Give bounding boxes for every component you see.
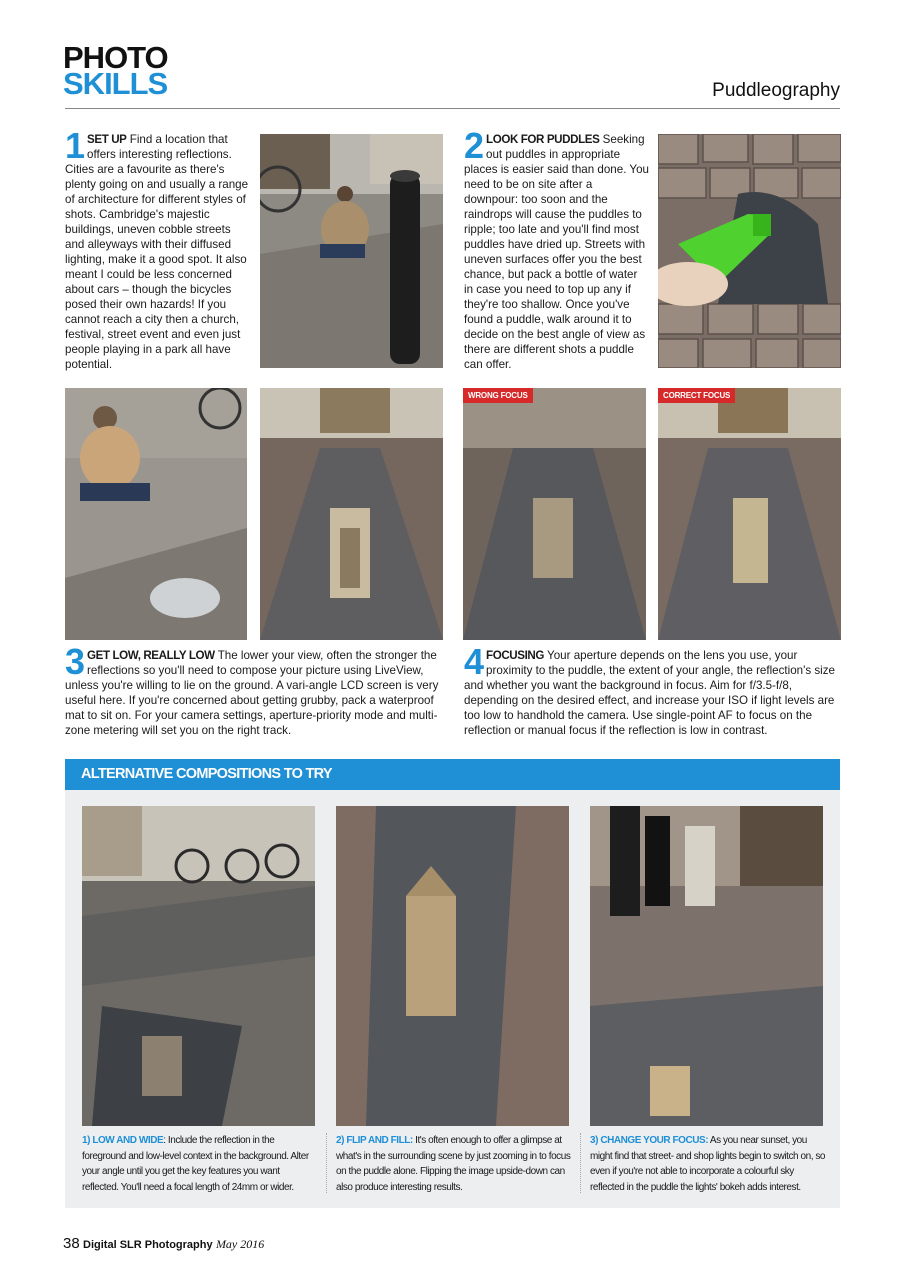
step-3-number: 3 [65, 641, 86, 682]
photo-skills-logo [63, 40, 188, 101]
photo-flip-and-fill [336, 806, 569, 1126]
photo-water-bottle [658, 134, 841, 368]
photo-wrong-focus [463, 388, 646, 640]
photo-low-and-wide [82, 806, 315, 1126]
logo-line-skills: SKILLS [63, 66, 168, 101]
photo-change-your-focus [590, 806, 823, 1126]
photo-correct-focus [658, 388, 841, 640]
caption-divider-2 [580, 1133, 581, 1193]
logo-line-photo: PHOTO [63, 40, 168, 75]
issue-date: May 2016 [215, 1237, 265, 1251]
wrong-focus-tag: WRONG FOCUS [463, 388, 533, 403]
alternative-2-caption [336, 1133, 572, 1195]
alternative-1-caption [82, 1133, 318, 1195]
step-3-heading: GET LOW, REALLY LOW [87, 649, 215, 662]
alternative-2-text: It's often enough to offer a glimpse at what's in the surrounding scene by just zooming in to focus on the puddle alone. Flipping the image upside-down can also produce interesting results. [336, 1135, 571, 1193]
step-2 [464, 125, 649, 372]
alternatives-title: ALTERNATIVE COMPOSITIONS TO TRY [81, 766, 332, 782]
alternative-3-caption [590, 1133, 830, 1195]
photo-puddle-street [260, 388, 443, 640]
header-divider [65, 108, 840, 109]
section-title: Puddleography [712, 80, 840, 101]
alternative-1-text: : Include the reflection in the foreground and low-level context in the background. Alter your angle until you get the key features you want reflected. You'll need a focal length of 24mm or wider. [82, 1135, 309, 1193]
alternatives-banner [65, 759, 840, 790]
step-2-number: 2 [464, 125, 485, 166]
page-footer [63, 1235, 264, 1252]
photo-photographer-crouching [260, 134, 443, 368]
photo-photographer-sitting [65, 388, 247, 640]
step-3 [65, 641, 445, 738]
magazine-name: Digital SLR Photography [83, 1239, 213, 1251]
step-2-heading: LOOK FOR PUDDLES [486, 133, 600, 146]
correct-focus-tag: CORRECT FOCUS [658, 388, 735, 403]
step-4 [464, 641, 840, 738]
step-4-heading: FOCUSING [486, 649, 545, 662]
step-4-text: Your aperture depends on the lens you use, your proximity to the puddle, the extent of your angle, the reflection's size and whether you want the background in focus. Aim for f/3.5-f/8, depending on the desired effect, and increase your ISO if light levels are too low to handhold the camera. Use single-point AF to focus on the reflection or manual focus if the reflection is low in contrast. [464, 649, 835, 737]
step-1-heading: SET UP [87, 133, 127, 146]
caption-divider-1 [326, 1133, 327, 1193]
step-1-text: Find a location that offers interesting reflections. Cities are a favourite as there's plenty going on and usually a range of architecture for different styles of shots. Cambridge's majestic buildings, uneven cobble streets and alleyways with their diffused lighting, make it a good spot. It also meant I could be less concerned about cars – though the bicycles posed their own hazards! If you cannot reach a city then a church, festival, street event and even just people playing in a park all have potential. [65, 133, 249, 371]
step-4-number: 4 [464, 641, 485, 682]
page-number: 38 [63, 1235, 80, 1252]
step-2-text: Seeking out puddles in appropriate places is easier said than done. You need to be on site after a downpour: too soon and the raindrops will cause the puddles to ripple; too late and you'll find most puddles have dried up. Streets with uneven surfaces offer you the best chance, but pack a bottle of water in case you need to top up any if they're too shallow. Once you've found a puddle, walk around it to decide on the best angle of view as there are different shots a puddle can offer. [464, 133, 649, 371]
step-1 [65, 125, 250, 372]
alternative-1-heading: 1) LOW AND WIDE [82, 1135, 164, 1146]
step-3-text: The lower your view, often the stronger the reflections so you'll need to compose your picture using LiveView, unless you're willing to lie on the ground. A vari-angle LCD screen is very useful here. If you're concerned about getting grubby, pack a waterproof mat to sit on. For your camera settings, aperture-priority mode and multi-zone metering will set you on the right track. [65, 649, 439, 737]
alternative-3-text: As you near sunset, you might find that street- and shop lights begin to switch on, so even if you're not able to incorporate a colourful sky reflected in the puddle the lights' bokeh adds interest. [590, 1135, 826, 1193]
step-1-number: 1 [65, 125, 86, 166]
alternative-2-heading: 2) FLIP AND FILL: [336, 1135, 413, 1146]
alternative-3-heading: 3) CHANGE YOUR FOCUS: [590, 1135, 709, 1146]
